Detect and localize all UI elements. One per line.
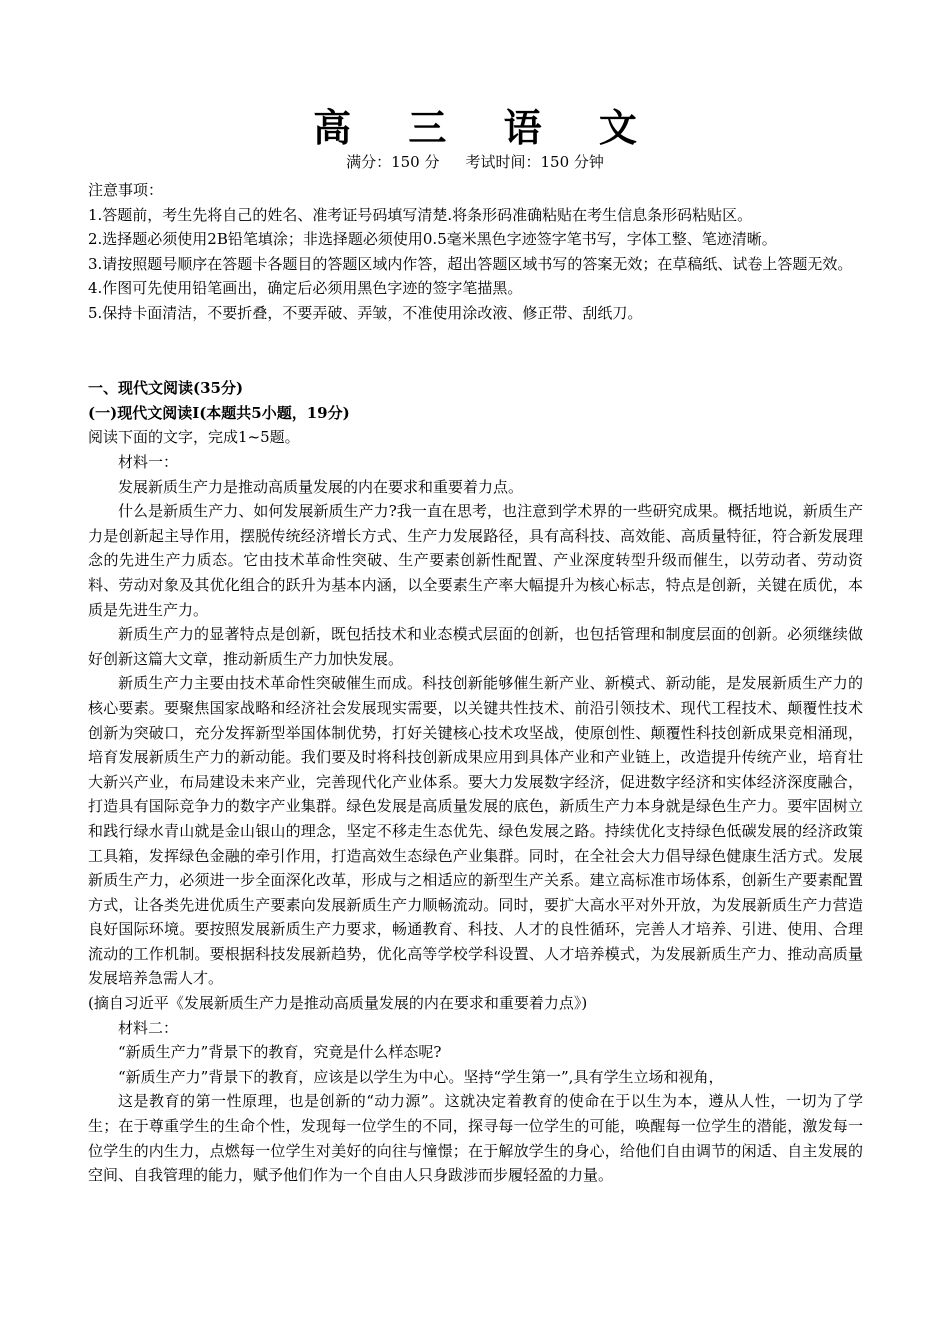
exam-info — [0, 152, 950, 172]
exam-time: 考试时间：150 分钟 — [465, 153, 604, 171]
section-instruction: 阅读下面的文字，完成1~5题。 — [88, 428, 300, 446]
material-one-source: (摘自习近平《发展新质生产力是推动高质量发展的内在要求和重要着力点》) — [88, 994, 588, 1013]
exam-notes — [88, 178, 863, 325]
note-item: 3.请按照题号顺序在答题卡各题目的答题区域内作答，超出答题区域书写的答案无效；在草稿纸、试卷上答题无效。 — [88, 254, 853, 273]
passage-paragraph: 什么是新质生产力、如何发展新质生产力?我一直在思考，也注意到学术界的一些研究成果。概括地说，新质生产力是创新起主导作用，摆脱传统经济增长方式、生产力发展路径，具有高科技、高效能、高质量特征，符合新发展理念的先进生产力质态。它由技术革命性突破、生产要素创新性配置、产业深度转型升级而催生，以劳动者、劳动资料、劳动对象及其优化组合的跃升为基本内涵，以全要素生产率大幅提升为核心标志，特点是创新，关键在质优，本质是先进生产力。 — [88, 502, 863, 619]
section-header — [88, 376, 863, 450]
passage-paragraph: “新质生产力”背景下的教育，应该是以学生为中心。坚持“学生第一”,具有学生立场和视角， — [118, 1067, 724, 1086]
note-item: 4.作图可先使用铅笔画出，确定后必须用黑色字迹的签字笔描黑。 — [88, 279, 523, 297]
passage-paragraph: 新质生产力的显著特点是创新，既包括技术和业态模式层面的创新，也包括管理和制度层面的创新。必须继续做好创新这篇大文章，推动新质生产力加快发展。 — [88, 625, 863, 668]
page-title: 高 三 语 文 — [313, 105, 659, 150]
section-heading: 一、现代文阅读(35分) — [88, 379, 244, 397]
material-one-label: 材料一： — [118, 453, 179, 471]
material-two-label: 材料二： — [118, 1018, 179, 1037]
section-subheading: (一)现代文阅读Ⅰ(本题共5小题，19分) — [88, 403, 350, 422]
passage-paragraph: 发展新质生产力是推动高质量发展的内在要求和重要着力点。 — [118, 477, 524, 496]
passage-paragraph: 这是教育的第一性原理，也是创新的“动力源”。这就决定着教育的使命在于以生为本，遵从人性，一切为了学生；在于尊重学生的生命个性，发现每一位学生的不同，探寻每一位学生的可能，唤醒每一位学生的潜能，激发每一位学生的内生力，点燃每一位学生对美好的向往与憧憬；在于解放学生的身心，给他们自由调节的闲适、自主发展的空间、自我管理的能力，赋予他们作为一个自由人只身跋涉而步履轻盈的力量。 — [88, 1092, 863, 1185]
note-item: 1.答题前，考生先将自己的姓名、准考证号码填写清楚.将条形码准确粘贴在考生信息条形码粘贴区。 — [88, 205, 753, 224]
reading-passage — [88, 450, 863, 1188]
note-item: 5.保持卡面清洁，不要折叠，不要弄破、弄皱，不准使用涂改液、修正带、刮纸刀。 — [88, 303, 643, 322]
notes-heading: 注意事项： — [88, 181, 164, 199]
passage-paragraph: 新质生产力主要由技术革命性突破催生而成。科技创新能够催生新产业、新模式、新动能，是发展新质生产力的核心要素。要聚焦国家战略和经济社会发展现实需要，以关键共性技术、前沿引领技术、现代工程技术、颠覆性技术创新为突破口，充分发挥新型举国体制优势，打好关键核心技术攻坚战，使原创性、颠覆性科技创新成果竞相涌现，培育发展新质生产力的新动能。我们要及时将科技创新成果应用到具体产业和产业链上，改造提升传统产业，培育壮大新兴产业，布局建设未来产业，完善现代化产业体系。要大力发展数字经济，促进数字经济和实体经济深度融合，打造具有国际竞争力的数字产业集群。绿色发展是高质量发展的底色，新质生产力本身就是绿色生产力。要牢固树立和践行绿水青山就是金山银山的理念，坚定不移走生态优先、绿色发展之路。持续优化支持绿色低碳发展的经济政策工具箱，发挥绿色金融的牵引作用，打造高效生态绿色产业集群。同时，在全社会大力倡导绿色健康生活方式。发展新质生产力，必须进一步全面深化改革，形成与之相适应的新型生产关系。建立高标准市场体系，创新生产要素配置方式，让各类先进优质生产要素向发展新质生产力顺畅流动。同时，要扩大高水平对外开放，为发展新质生产力营造良好国际环境。要按照发展新质生产力要求，畅通教育、科技、人才的良性循环，完善人才培养、引进、使用、合理流动的工作机制。要根据科技发展新趋势，优化高等学校学科设置、人才培养模式，为发展新质生产力、推动高质量发展培养急需人才。 — [88, 674, 863, 988]
passage-paragraph: “新质生产力”背景下的教育，究竟是什么样态呢? — [118, 1043, 442, 1062]
note-item: 2.选择题必须使用2B铅笔填涂；非选择题必须使用0.5毫米黑色字迹签字笔书写，字体工整、笔迹清晰。 — [88, 230, 777, 248]
full-score: 满分：150 分 — [346, 153, 440, 171]
